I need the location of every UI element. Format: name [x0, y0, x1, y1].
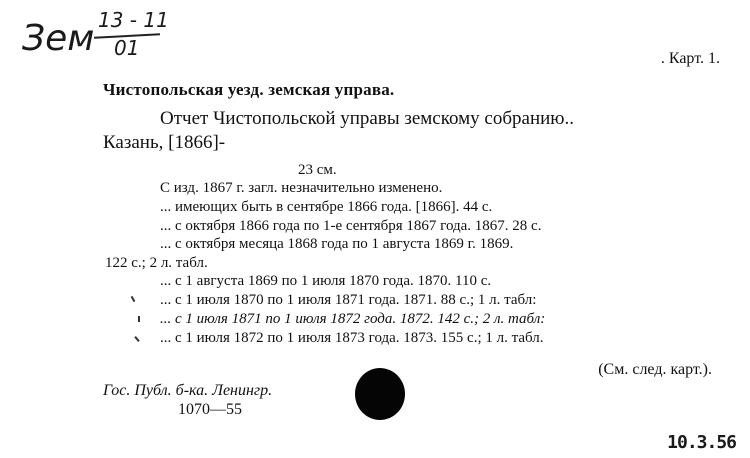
- note-line: ... с 1 июля 1872 по 1 июля 1873 года. 1873. 155 с.; 1 л. табл.: [160, 330, 544, 346]
- note-line: ... с октября 1866 года по 1-е сентября 1867 года. 1867. 28 с.: [160, 218, 542, 234]
- shelf-mark-numerator: 13 - 11: [98, 8, 169, 32]
- note-line: ... с 1 июля 1871 по 1 июля 1872 года. 1872. 142 с.; 2 л. табл:: [160, 311, 546, 327]
- organization-heading: Чистопольская уезд. земская управа.: [103, 80, 395, 99]
- shelf-mark-prefix: Зем: [22, 18, 95, 59]
- title-line-2: Казань, [1866]-: [103, 132, 226, 153]
- handwritten-date: 10.3.56: [667, 432, 736, 453]
- note-line: ... имеющих быть в сентябре 1866 года. [1866]. 44 с.: [160, 199, 493, 215]
- note-line: ... с 1 июля 1870 по 1 июля 1871 года. 1871. 88 с.; 1 л. табл:: [160, 292, 537, 308]
- card-number: . Карт. 1.: [660, 50, 720, 67]
- note-line: 122 с.; 2 л. табл.: [105, 255, 208, 271]
- shelf-mark-denominator: 01: [114, 36, 140, 60]
- library-stamp-code: 1070—55: [178, 401, 242, 418]
- see-next-card: (См. след. карт.).: [598, 361, 712, 378]
- note-line: С изд. 1867 г. загл. незначительно изменено.: [160, 180, 443, 196]
- ink-blot-hole: [355, 368, 405, 420]
- note-line: ... с октября месяца 1868 года по 1 августа 1869 г. 1869.: [160, 236, 514, 252]
- library-stamp: Гос. Публ. б-ка. Ленингр.: [103, 382, 273, 399]
- title-line-1: Отчет Чистопольской управы земскому собранию..: [160, 108, 574, 129]
- note-line: ... с 1 августа 1869 по 1 июля 1870 года. 1870. 110 с.: [160, 273, 492, 289]
- margin-pencil-marks: [132, 292, 146, 348]
- physical-size: 23 см.: [298, 162, 337, 178]
